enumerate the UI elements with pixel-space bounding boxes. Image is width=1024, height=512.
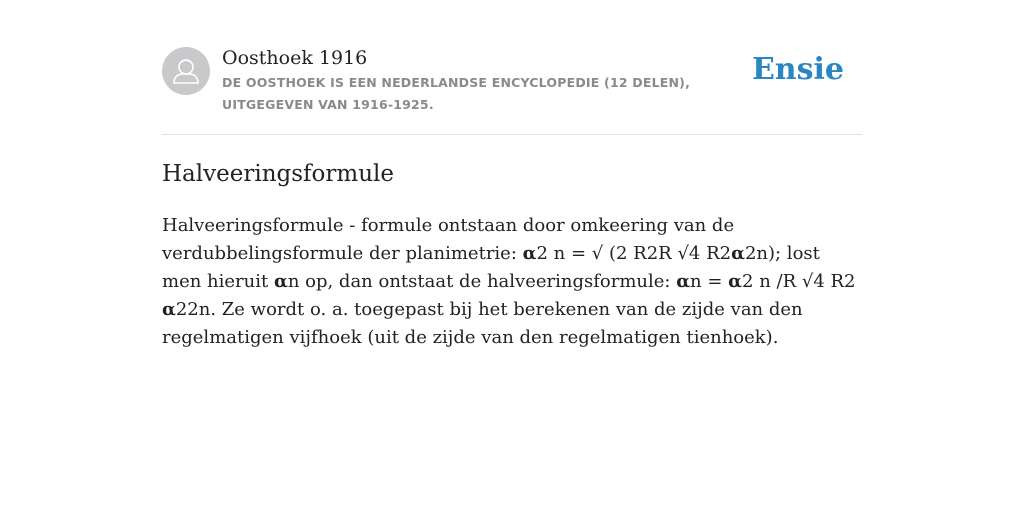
alpha-symbol: α [273,271,288,292]
body-text-segment: 22n. Ze wordt o. a. toegepast bij het berekenen van de zijde van den regelmatigen vijfhoek (uit de zijde van den regelmatigen tienhoek). [162,299,803,348]
alpha-symbol: α [676,271,691,292]
body-text-segment: n op, dan ontstaat de halveeringsformule: [287,271,677,292]
body-text-segment: 2 n = √ (2 R2R √4 R2 [536,243,732,264]
alpha-symbol: α [728,271,743,292]
brand-logo[interactable]: Ensie [751,52,844,87]
body-text-segment: 2n); lost men hieruit [162,243,820,292]
body-text-segment: 2 n /R √4 R2 [742,271,856,292]
alpha-symbol: α [731,243,745,264]
source-name[interactable]: Oosthoek 1916 [222,47,368,69]
body-text-segment: n = [690,271,729,292]
alpha-symbol: α [162,299,176,320]
article-body [162,212,862,352]
source-header [162,44,862,135]
source-description: DE OOSTHOEK IS EEN NEDERLANDSE ENCYCLOPEDIE (12 DELEN), UITGEGEVEN VAN 1916-1925. [222,75,691,112]
alpha-symbol: α [522,243,537,264]
body-text-segment: Halveeringsformule - formule ontstaan door omkeering van de verdubbelingsformule der planimetrie: [162,215,735,264]
person-outline-icon [162,47,210,95]
user-avatar-icon[interactable] [162,47,210,95]
article-title: Halveeringsformule [162,161,394,187]
